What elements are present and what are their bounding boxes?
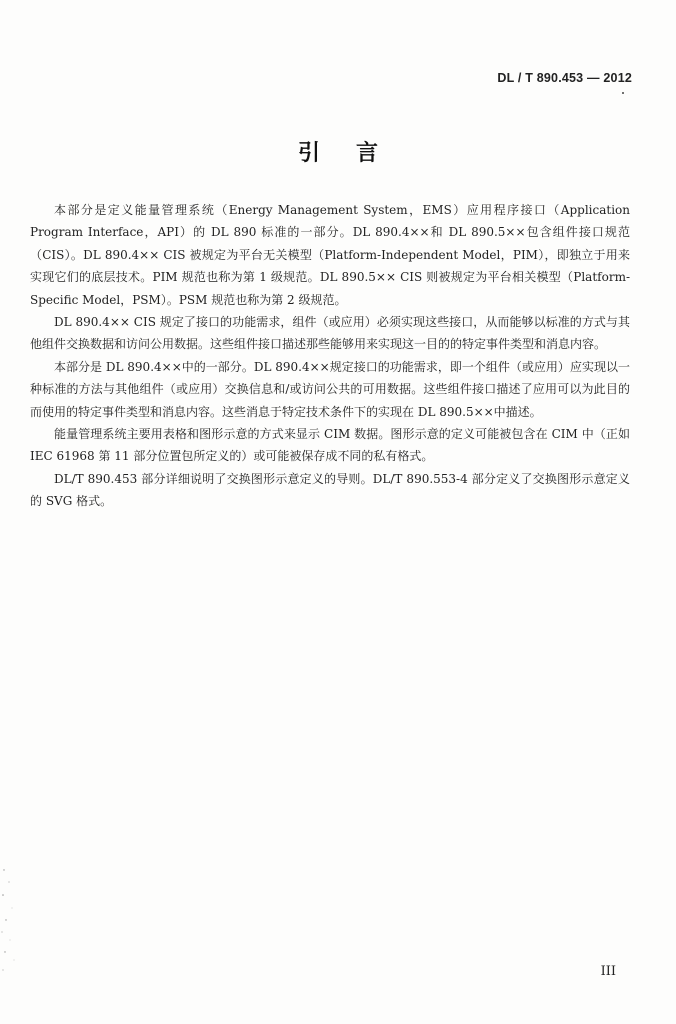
paragraph: DL 890.4×× CIS 规定了接口的功能需求，组件（或应用）必须实现这些接口，从而能够以标准的方式与其他组件交换数据和访问公用数据。这些组件接口描述那些能够用来实现这一目的的特定事件类型和消息内容。 [30, 315, 630, 352]
scan-mark [622, 92, 624, 94]
page-number: III [600, 964, 616, 979]
paragraph: 能量管理系统主要用表格和图形示意的方式来显示 CIM 数据。图形示意的定义可能被包含在 CIM 中（正如 IEC 61968 第 11 部分位置包所定义的）或可能被保存成不同的私有格式。 [30, 427, 630, 464]
standard-code-header: DL / T 890.453 — 2012 [497, 71, 632, 85]
scan-noise [0, 860, 30, 980]
paragraph: 本部分是 DL 890.4××中的一部分。DL 890.4××规定接口的功能需求，即一个组件（或应用）应实现以一种标准的方法与其他组件（或应用）交换信息和/或访问公共的可用数据。这些组件接口描述了应用可以为此目的而使用的特定事件类型和消息内容。这些消息于特定技术条件下的实现在 DL 890.5××中描述。 [30, 359, 630, 419]
paragraph: 本部分是定义能量管理系统（Energy Management System，EMS）应用程序接口（Application Program Interface，API）的 DL 890 标准的一部分。DL 890.4××和 DL 890.5××包含组件接口规范（CIS）。DL 890.4×× CIS 被规定为平台无关模型（Platform-Independent Model，PIM），即独立于用来实现它们的底层技术。PIM 规范也称为第 1 级规范。DL 890.5×× CIS 则被规定为平台相关模型（Platform-Specific Model，PSM）。PSM 规范也称为第 2 级规范。 [30, 203, 630, 307]
introduction-body [30, 199, 630, 513]
page-title: 引言 [297, 140, 414, 166]
paragraph: DL/T 890.453 部分详细说明了交换图形示意定义的导则。DL/T 890.553-4 部分定义了交换图形示意定义的 SVG 格式。 [30, 471, 630, 509]
